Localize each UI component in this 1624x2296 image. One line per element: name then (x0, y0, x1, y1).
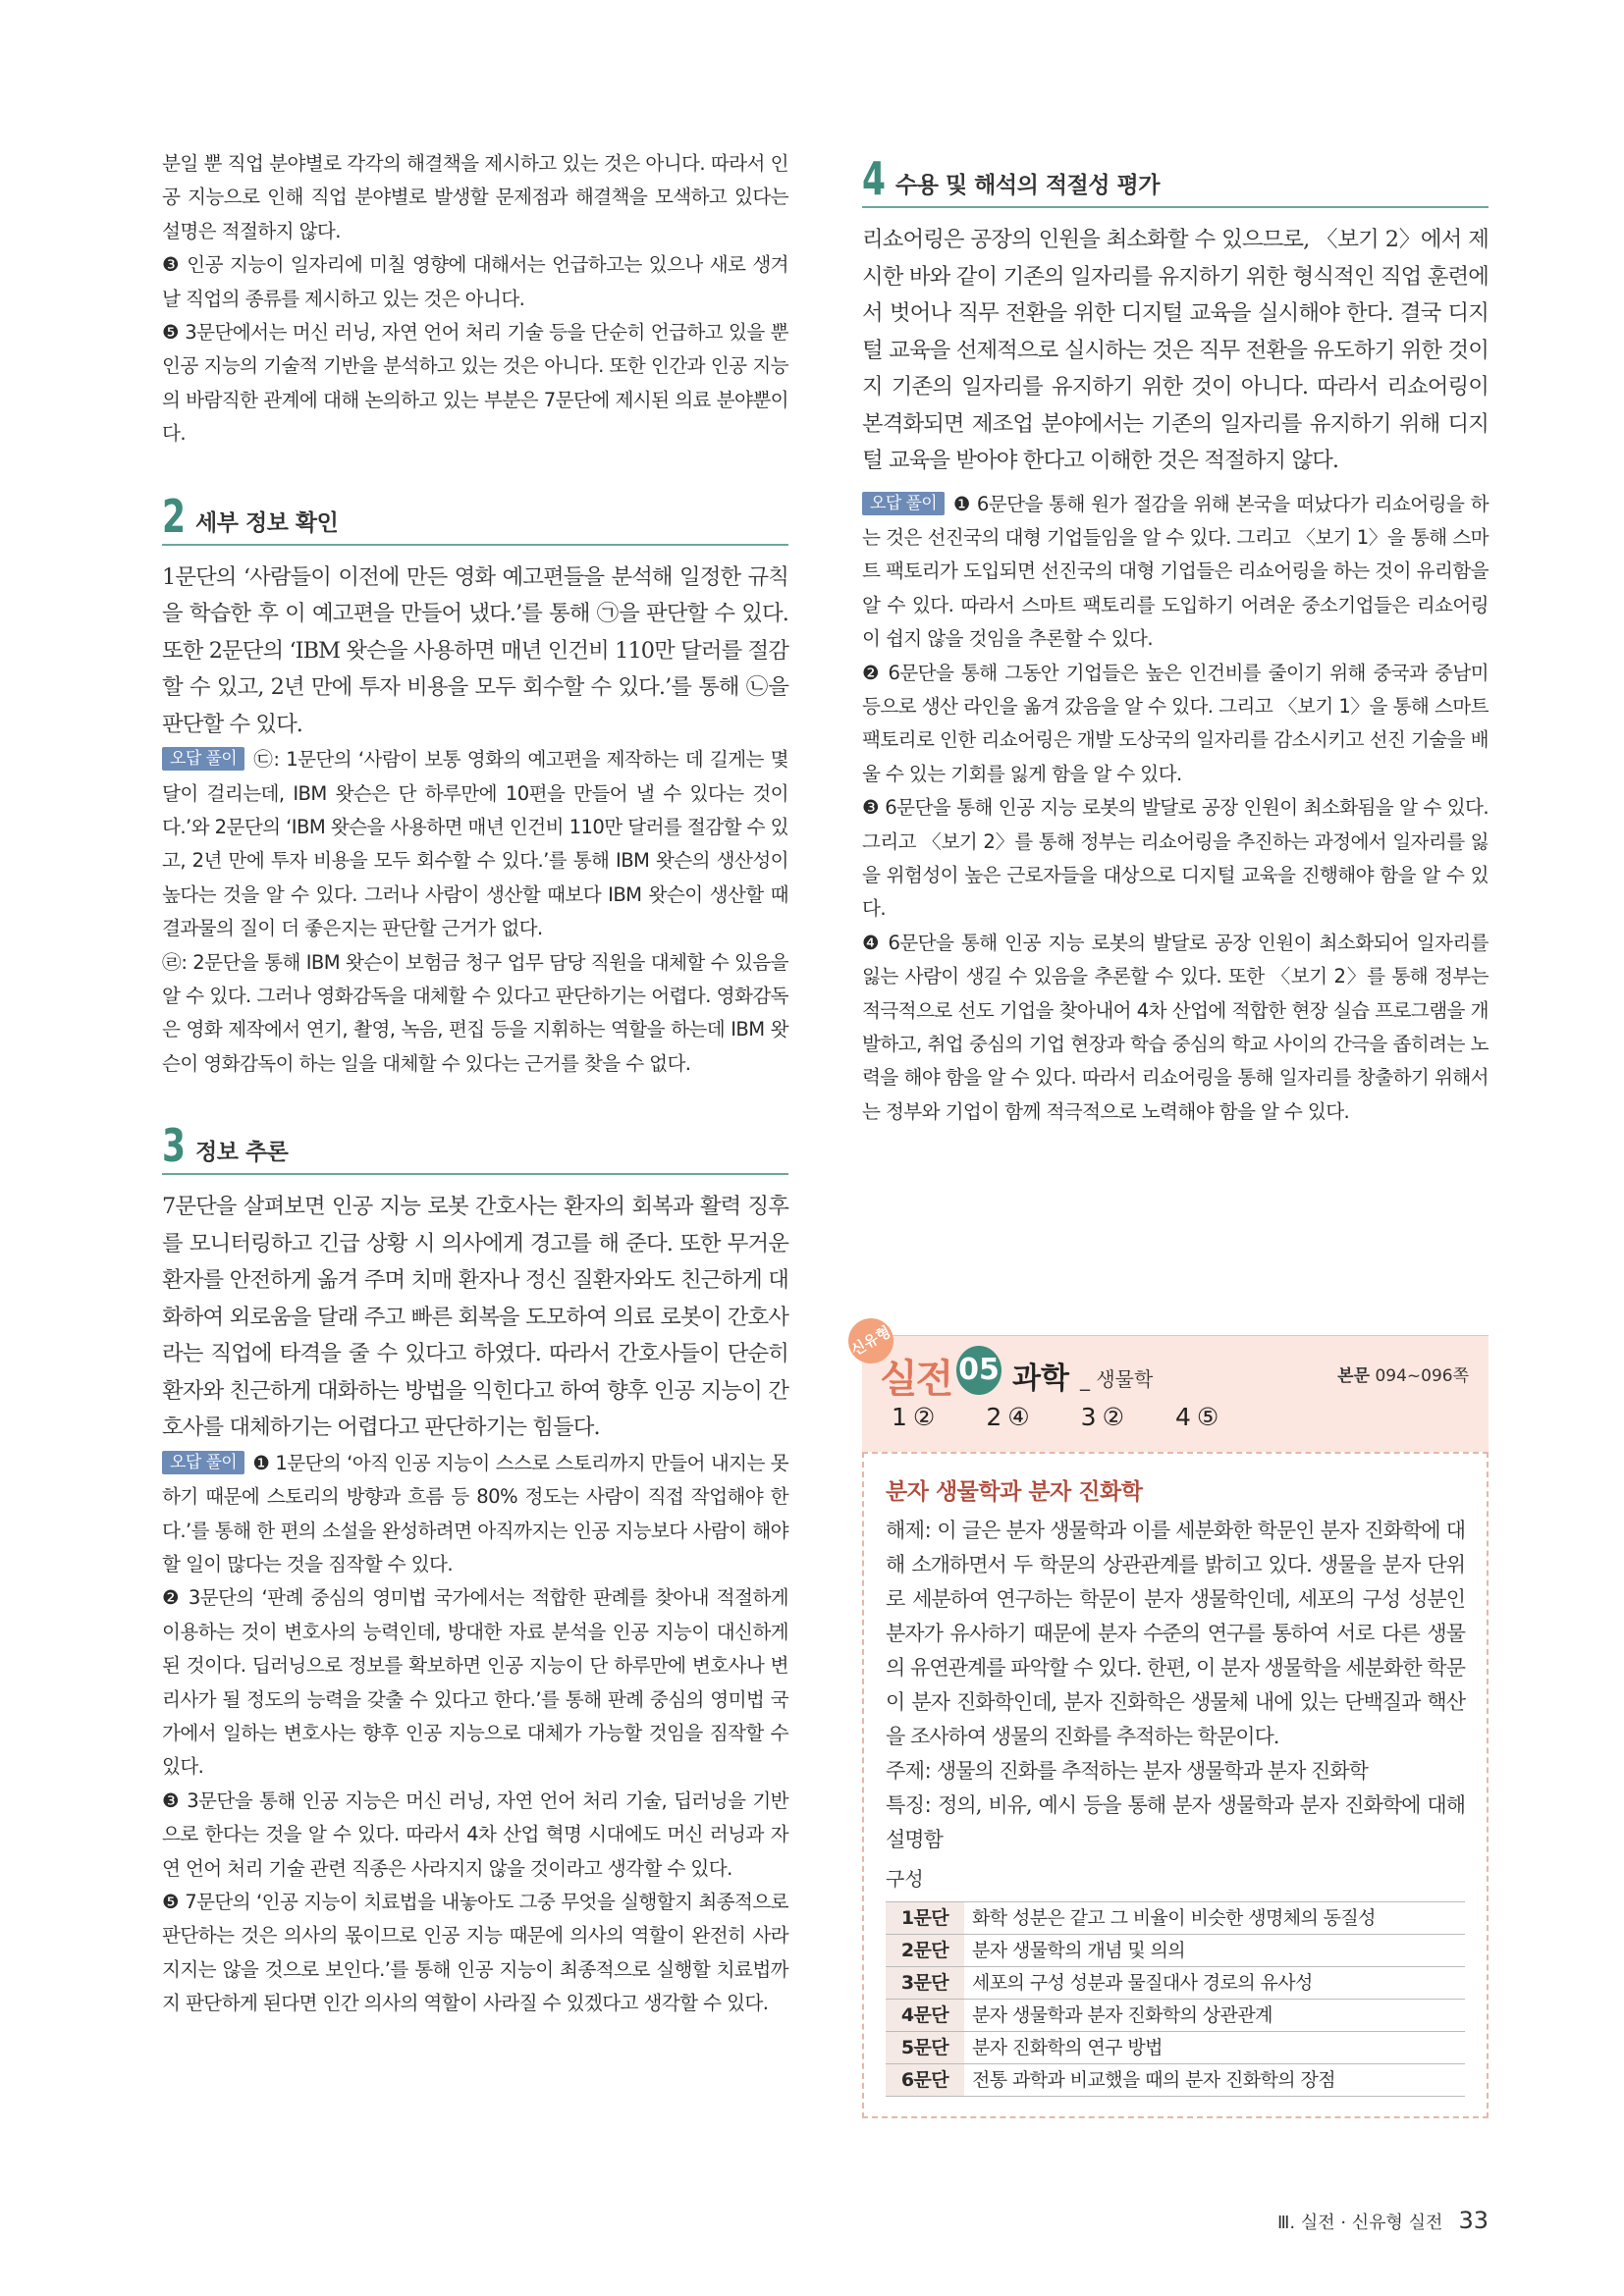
section-number: 3 (162, 1119, 187, 1173)
note-paragraph: ❺ 7문단의 ‘인공 지능이 치료법을 내놓아도 그중 무엇을 실행할지 최종적으로 판단하는 것은 의사의 몫이므로 인공 지능 때문에 의사의 역할이 완전히 사라지지는 않을 것으로 보인다.’를 통해 인공 지능이 최종적으로 실행할 치료법까지 판단하게 된다면 인간 의사의 역할이 사라질 수 있겠다고 생각할 수 있다. (162, 1891, 788, 2015)
explanation: 해제: 이 글은 분자 생물학과 이를 세분화한 학문인 분자 진화학에 대해 소개하면서 두 학문의 상관관계를 밝히고 있다. 생물을 분자 단위로 세분하여 연구하는 학문이 분자 생물학인데, 세포의 구성 성분인 분자가 유사하기 때문에 분자 수준의 연구를 통하여 서로 다른 생물의 유연관계를 파악할 수 있다. 한편, 이 분자 생물학을 세분화한 학문이 분자 진화학인데, 분자 진화학은 생물체 내에 있는 단백질과 핵산을 조사하여 생물의 진화를 추적하는 학문이다. (886, 1519, 1465, 1748)
page-reference (1337, 1362, 1469, 1386)
answer-item: 4 ⑤ (1174, 1403, 1219, 1431)
practice-label: 실전 (880, 1357, 952, 1402)
table-row: 4문단 분자 생물학과 분자 진화학의 상관관계 (886, 2000, 1465, 2032)
note-paragraph (162, 1447, 788, 1582)
note-text: ❶ 6문단을 통해 원가 절감을 위해 본국을 떠났다가 리쇼어링을 하는 것은 선진국의 대형 기업들임을 알 수 있다. 그리고 〈보기 1〉을 통해 스마트 팩토리가 도입되면 선진국의 대형 기업들은 리쇼어링을 하는 것이 유리함을 알 수 있다. 따라서 스마트 팩토리를 도입하기 어려운 중소기업들은 리쇼어링이 쉽지 않을 것임을 추론할 수 있다. (862, 492, 1489, 651)
new-type-stamp: 신유형 (840, 1310, 902, 1372)
left-column (162, 147, 788, 2021)
section-body: 리쇼어링은 공장의 인원을 최소화할 수 있으므로, 〈보기 2〉에서 제시한 바와 같이 기존의 일자리를 유지하기 위한 형식적인 직업 훈련에서 벗어나 직무 전환을 위한 디지털 교육을 실시해야 한다. 결국 디지털 교육을 선제적으로 실시하는 것은 직무 전환을 유도하기 위한 것이지 기존의 일자리를 유지하기 위한 것이 아니다. 따라서 리쇼어링이 본격화되면 제조업 분야에서는 기존의 일자리를 유지하기 위해 디지털 교육을 받아야 한다고 이해한 것은 적절하지 않다. (862, 227, 1489, 473)
section-body: 7문단을 살펴보면 인공 지능 로봇 간호사는 환자의 회복과 활력 징후를 모니터링하고 긴급 상황 시 의사에게 경고를 해 준다. 또한 무거운 환자를 안전하게 옮겨 주며 치매 환자나 정신 질환자와도 친근하게 대화하여 외로움을 달래 주고 빠른 회복을 도모하여 의료 로봇이 간호사라는 직업에 타격을 줄 수 있다고 하였다. 따라서 간호사들이 단순히 환자와 친근하게 대화하는 방법을 익힌다고 하여 향후 인공 지능이 간호사를 대체하기는 어렵다고 판단하기는 힘들다. (162, 1194, 788, 1441)
table-row: 2문단 분자 생물학의 개념 및 의의 (886, 1935, 1465, 1967)
note-text: ㉢: 1문단의 ‘사람이 보통 영화의 예고편을 제작하는 데 길게는 몇 달이 걸리는데, IBM 왓슨은 단 하루만에 10편을 만들어 낼 수 있다는 것이다.’와 2문단의 ‘IBM 왓슨을 사용하면 매년 인건비 110만 달러를 절감할 수 있고, 2년 만에 투자 비용을 모두 회수할 수 있다.’를 통해 IBM 왓슨의 생산성이 높다는 것을 알 수 있다. 그러나 사람이 생산할 때보다 IBM 왓슨이 생산할 때 결과물의 질이 더 좋은지는 판단할 근거가 없다. (162, 748, 788, 940)
table-row: 6문단 전통 과학과 비교했을 때의 분자 진화학의 장점 (886, 2064, 1465, 2097)
practice-subject: 과학 (1012, 1362, 1069, 1396)
section-number: 2 (162, 489, 187, 543)
paragraph: ❸ 인공 지능이 일자리에 미칠 영향에 대해서는 언급하고는 있으나 새로 생겨날 직업의 종류를 제시하고 있는 것은 아니다. (162, 253, 788, 310)
wrong-answer-badge: 오답 풀이 (162, 1451, 244, 1474)
structure-table (886, 1901, 1465, 2097)
theme: 주제: 생물의 진화를 추적하는 분자 생물학과 분자 진화학 (886, 1759, 1368, 1783)
note-paragraph: ㉣: 2문단을 통해 IBM 왓슨이 보험금 청구 업무 담당 직원을 대체할 수 있음을 알 수 있다. 그러나 영화감독을 대체할 수 있다고 판단하기는 어렵다. 영화감독은 영화 제작에서 연기, 촬영, 녹음, 편집 등을 지휘하는 역할을 하는데 IBM 왓슨이 영화감독이 하는 일을 대체할 수 있다는 근거를 찾을 수 없다. (162, 950, 788, 1075)
structure-label: 구성 (886, 1867, 924, 1891)
section-body: 1문단의 ‘사람들이 이전에 만든 영화 예고편들을 분석해 일정한 규칙을 학습한 후 이 예고편을 만들어 냈다.’를 통해 ㉠을 판단할 수 있다. 또한 2문단의 ‘IBM 왓슨을 사용하면 매년 인건비 110만 달러를 절감할 수 있고, 2년 만에 투자 비용을 모두 회수할 수 있다.’를 통해 ㉡을 판단할 수 있다. (162, 563, 788, 737)
page-footer (1277, 2207, 1489, 2234)
paragraph: 분일 뿐 직업 분야별로 각각의 해결책을 제시하고 있는 것은 아니다. 따라서 인공 지능으로 인해 직업 분야별로 발생할 문제점과 해결책을 모색하고 있다는 설명은 적절하지 않다. (162, 152, 788, 242)
note-paragraph: ❹ 6문단을 통해 인공 지능 로봇의 발달로 공장 인원이 최소화되어 일자리를 잃는 사람이 생길 수 있음을 추론할 수 있다. 또한 〈보기 2〉를 통해 정부는 적극적으로 선도 기업을 찾아내어 4차 산업에 적합한 현장 실습 프로그램을 개발하고, 취업 중심의 기업 현장과 학습 중심의 학교 사이의 간극을 좁히려는 노력을 해야 함을 알 수 있다. 따라서 리쇼어링을 통해 일자리를 창출하기 위해서는 정부와 기업이 함께 적극적으로 노력해야 함을 알 수 있다. (862, 931, 1489, 1123)
right-column (862, 152, 1489, 1129)
passage-title: 분자 생물학과 분자 진화학 (886, 1479, 1143, 1505)
page-number: 33 (1458, 2207, 1489, 2234)
page-range: 094~096쪽 (1375, 1366, 1469, 1386)
answer-key (892, 1403, 1218, 1431)
note-text: ❶ 1문단의 ‘아직 인공 지능이 스스로 스토리까지 만들어 내지는 못하기 때문에 스토리의 방향과 흐름 등 80% 정도는 사람이 직접 작업해야 한다.’를 통해 한 편의 소설을 완성하려면 아직까지는 인공 지능보다 사람이 해야 할 일이 많다는 것을 짐작할 수 있다. (162, 1451, 788, 1575)
paragraph: ❺ 3문단에서는 머신 러닝, 자연 언어 처리 기술 등을 단순히 언급하고 있을 뿐 인공 지능의 기술적 기반을 분석하고 있는 것은 아니다. 또한 인간과 인공 지능의 바람직한 관계에 대해 논의하고 있는 부분은 7문단에 제시된 의료 분야뿐이다. (162, 321, 788, 446)
feature: 특징: 정의, 비유, 예시 등을 통해 분자 생물학과 분자 진화학에 대해 설명함 (886, 1793, 1465, 1851)
table-row: 3문단 세포의 구성 성분과 물질대사 경로의 유사성 (886, 1967, 1465, 2000)
practice-subtopic: _ 생물학 (1080, 1367, 1154, 1391)
practice-answer-box (847, 1322, 1489, 2118)
note-paragraph: ❷ 6문단을 통해 그동안 기업들은 높은 인건비를 줄이기 위해 중국과 중남미 등으로 생산 라인을 옮겨 갔음을 알 수 있다. 그리고 〈보기 1〉을 통해 스마트 팩토리로 인한 리쇼어링은 개발 도상국의 일자리를 감소시키고 선진 기술을 배울 수 있는 기회를 잃게 함을 알 수 있다. (862, 661, 1489, 785)
answer-item: 2 ④ (986, 1403, 1030, 1431)
practice-body (862, 1452, 1489, 2118)
section-heading-2 (162, 489, 788, 546)
wrong-answer-badge: 오답 풀이 (162, 747, 244, 771)
note-paragraph (162, 743, 788, 945)
wrong-answer-badge: 오답 풀이 (862, 492, 945, 515)
section-heading-3 (162, 1119, 788, 1175)
note-paragraph: ❸ 3문단을 통해 인공 지능은 머신 러닝, 자연 언어 처리 기술, 딥러닝을 기반으로 한다는 것을 알 수 있다. 따라서 4차 산업 혁명 시대에도 머신 러닝과 자연 언어 처리 기술 관련 직종은 사라지지 않을 것이라고 생각할 수 있다. (162, 1789, 788, 1880)
note-paragraph: ❸ 6문단을 통해 인공 지능 로봇의 발달로 공장 인원이 최소화됨을 알 수 있다. 그리고 〈보기 2〉를 통해 정부는 리쇼어링을 추진하는 과정에서 일자리를 잃을 위험성이 높은 근로자들을 대상으로 디지털 교육을 진행해야 함을 알 수 있다. (862, 796, 1489, 921)
table-row: 5문단 분자 진화학의 연구 방법 (886, 2032, 1465, 2064)
note-paragraph: ❷ 3문단의 ‘판례 중심의 영미법 국가에서는 적합한 판례를 찾아내 적절하게 이용하는 것이 변호사의 능력인데, 방대한 자료 분석을 인공 지능이 대신하게 된 것이다. 딥러닝으로 정보를 확보하면 인공 지능이 단 하루만에 변호사나 변리사가 될 정도의 능력을 갖출 수 있다고 한다.’를 통해 판례 중심의 영미법 국가에서 일하는 변호사는 향후 인공 지능으로 대체가 가능할 것임을 짐작할 수 있다. (162, 1586, 788, 1779)
section-title: 정보 추론 (195, 1140, 289, 1166)
section-title: 세부 정보 확인 (195, 509, 339, 536)
answer-item: 3 ② (1080, 1403, 1124, 1431)
practice-header (847, 1322, 1489, 1452)
practice-number: 05 (956, 1346, 1001, 1395)
section-title: 수용 및 해석의 적절성 평가 (895, 173, 1160, 198)
page-reference-label: 본문 (1337, 1366, 1371, 1386)
table-row: 1문단 화학 성분은 같고 그 비율이 비슷한 생명체의 동질성 (886, 1902, 1465, 1935)
section-number: 4 (862, 152, 887, 205)
note-paragraph (862, 488, 1489, 657)
answer-item: 1 ② (892, 1403, 936, 1431)
footer-section: Ⅲ. 실전 · 신유형 실전 (1276, 2213, 1443, 2233)
section-heading-4 (862, 152, 1489, 208)
